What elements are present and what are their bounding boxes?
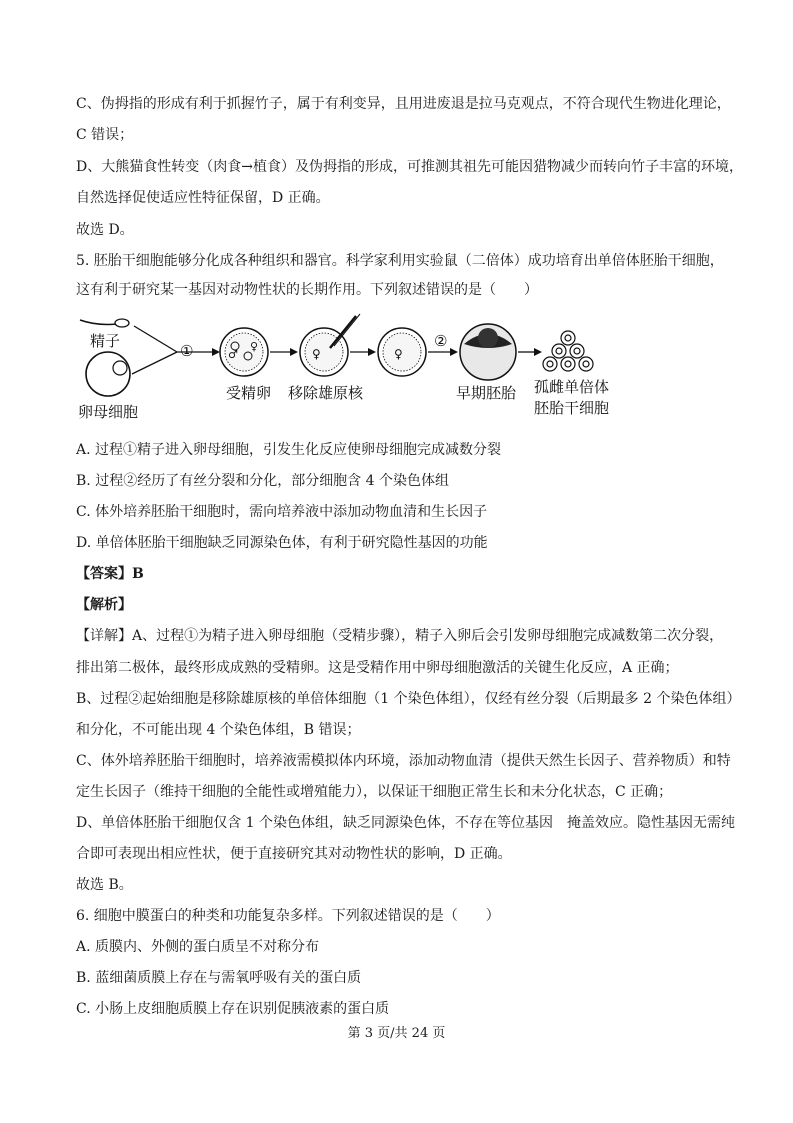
arrow-icon	[450, 348, 458, 356]
option-a: A. 质膜内、外侧的蛋白质呈不对称分布	[76, 939, 320, 955]
svg-text:♂: ♂	[228, 348, 238, 361]
sperm-label: 精子	[90, 332, 121, 350]
remove-pronucleus-label: 移除雄原核	[288, 384, 364, 402]
option-d: D. 单倍体胚胎干细胞缺乏同源染色体，有利于研究隐性基因的功能	[76, 535, 488, 551]
option-a: A. 过程①精子进入卵母细胞，引发生化反应使卵母细胞完成减数分裂	[76, 442, 502, 458]
early-embryo-label: 早期胚胎	[456, 384, 517, 402]
arrow-icon	[368, 348, 376, 356]
haploid-egg-illustration	[378, 328, 426, 376]
option-b: B. 过程②经历了有丝分裂和分化，部分细胞含 4 个染色体组	[76, 473, 449, 489]
stem-cell-cluster-illustration	[543, 331, 593, 371]
result-label-line1: 孤雌单倍体	[534, 378, 610, 396]
explanation-line: 和分化，不可能出现 4 个染色体组，B 错误；	[76, 722, 361, 738]
step-1-label: ①	[180, 342, 194, 360]
zygote-illustration	[220, 328, 268, 376]
oocyte-illustration	[86, 352, 130, 396]
step-2-label: ②	[434, 332, 448, 350]
explanation-line: 合即可表现出相应性状，便于直接研究其对动物性状的影响，D 正确。	[76, 846, 512, 862]
page-footer: 第 3 页/共 24 页	[347, 1026, 446, 1041]
explanation-line: D、单倍体胚胎干细胞仅含 1 个染色体组，缺乏同源染色体，不存在等位基因 掩盖效应。隐性基因无需纯	[76, 815, 736, 831]
question-5-stem: 这有利于研究某一基因对动物性状的长期作用。下列叙述错误的是（ ）	[76, 282, 538, 298]
arrow-icon	[534, 348, 542, 356]
explanation-line: C、体外培养胚胎干细胞时，培养液需模拟体内环境，添加动物血清（提供天然生长因子、营养物质）和特	[76, 753, 731, 769]
option-c: C. 小肠上皮细胞质膜上存在识别促胰液素的蛋白质	[76, 1001, 390, 1017]
remove-pronucleus-illustration	[300, 314, 360, 376]
connector-line	[132, 352, 177, 374]
analysis-label: 【解析】	[76, 597, 132, 613]
question-5-stem: 5. 胚胎干细胞能够分化成各种组织和器官。科学家利用实验鼠（二倍体）成功培育出单倍体胚胎干细胞，	[76, 253, 724, 269]
text-line: D、大熊猫食性转变（肉食→植食）及伪拇指的形成，可推测其祖先可能因猎物减少而转向竹子丰富的环境，	[76, 159, 743, 175]
arrow-icon	[212, 348, 220, 356]
explanation-line: B、过程②起始细胞是移除雄原核的单倍体细胞（1 个染色体组），仅经有丝分裂（后期最多 2 个染色体组）	[76, 691, 741, 707]
svg-text:♀: ♀	[394, 347, 403, 361]
connector-line	[134, 326, 177, 352]
answer-label: 【答案】B	[76, 566, 144, 582]
text-line: 自然选择促使适应性特征保留，D 正确。	[76, 190, 330, 206]
result-label-line2: 胚胎干细胞	[534, 399, 610, 417]
explanation-line: 排出第二极体，最终形成成熟的受精卵。这是受精作用中卵母细胞激活的关键生化反应，A 正确；	[76, 660, 679, 676]
arrow-icon	[290, 348, 298, 356]
embryo-process-diagram	[72, 312, 632, 424]
explanation-line: 【详解】A、过程①为精子进入卵母细胞（受精步骤），精子入卵后会引发卵母细胞完成减数第二次分裂，	[76, 628, 724, 644]
text-line: 故选 B。	[76, 877, 133, 893]
svg-text:♀: ♀	[312, 347, 321, 361]
zygote-label: 受精卵	[226, 384, 272, 402]
early-embryo-illustration	[460, 324, 516, 380]
text-line: C、伪拇指的形成有利于抓握竹子，属于有利变异，且用进废退是拉马克观点，不符合现代生物进化理论，	[76, 96, 731, 112]
text-line: 故选 D。	[76, 222, 134, 238]
question-6-stem: 6. 细胞中膜蛋白的种类和功能复杂多样。下列叙述错误的是（ ）	[76, 908, 500, 924]
svg-text:♀: ♀	[250, 340, 259, 353]
sperm-illustration	[80, 319, 129, 327]
option-c: C. 体外培养胚胎干细胞时，需向培养液中添加动物血清和生长因子	[76, 504, 488, 520]
oocyte-label: 卵母细胞	[78, 403, 139, 421]
option-b: B. 蓝细菌质膜上存在与需氧呼吸有关的蛋白质	[76, 970, 362, 986]
explanation-line: 定生长因子（维持干细胞的全能性或增殖能力），以保证干细胞正常生长和未分化状态，C 正确；	[76, 784, 673, 800]
text-line: C 错误；	[76, 127, 134, 143]
